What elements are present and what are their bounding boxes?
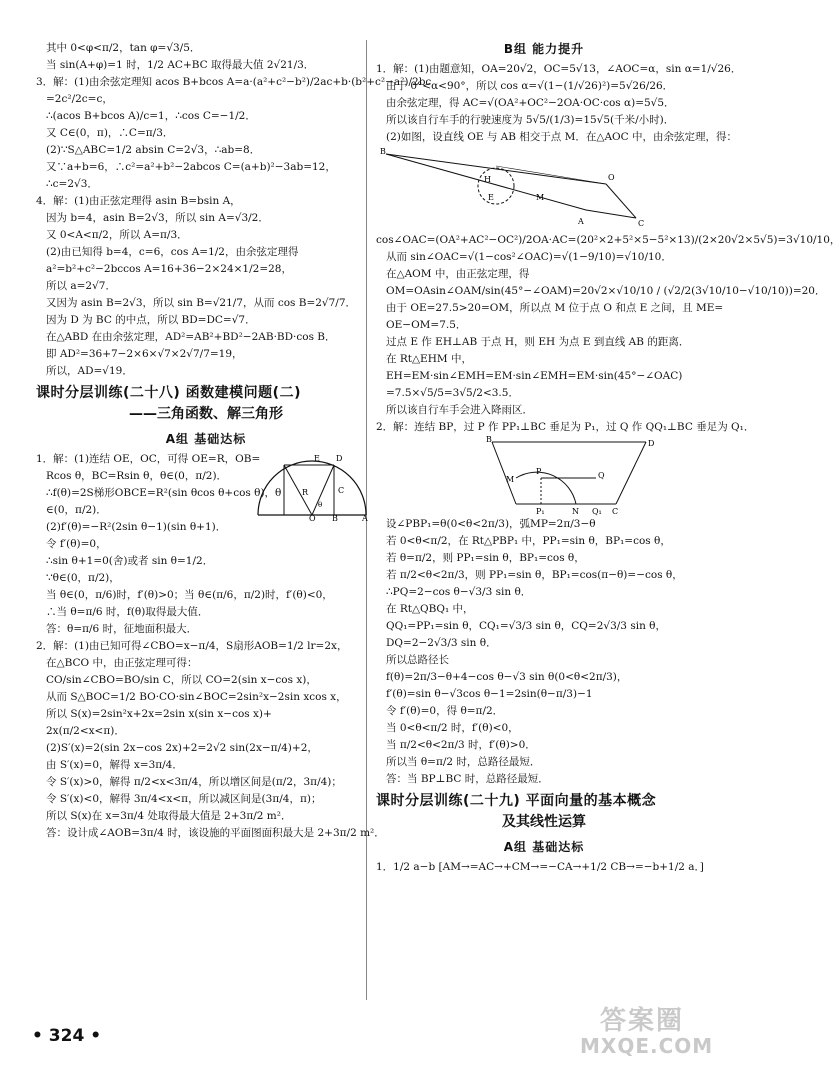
figure-label: C: [338, 486, 345, 495]
figure-label: E: [314, 454, 320, 463]
watermark: [560, 1000, 740, 1060]
text-line: 在 Rt△EHM 中，: [386, 353, 472, 366]
text-line: 设∠PBP₁=θ(0<θ<2π/3)，弧MP=2π/3−θ: [386, 518, 596, 531]
text-line: ∴sin θ+1=0(舍)或者 sin θ=1/2．: [46, 555, 214, 567]
text-line: 4．解：(1)由正弦定理得 asin B=bsin A，: [36, 195, 241, 207]
text-line: 所以总路径长: [386, 654, 449, 667]
park-path-figure: [376, 435, 712, 517]
text-line: ∴当 θ=π/6 时，f(θ)取得最大值．: [46, 606, 209, 618]
text-line: OE−OM=7.5．: [386, 319, 467, 332]
figure-label: D: [336, 454, 343, 463]
page-number: • 324 •: [32, 1026, 102, 1046]
text-line: 令 f′(θ)=0，得 θ=π/2．: [386, 705, 504, 718]
text-line: ∵θ∈(0，π/2)，: [46, 572, 120, 584]
text-line: ∴(acos B+bcos A)/c=1，∴cos C=−1/2．: [46, 110, 256, 122]
group-a-heading: A组 基础达标: [165, 431, 247, 446]
text-line: 2．解：连结 BP，过 P 作 PP₁⊥BC 垂足为 P₁，过 Q 作 QQ₁⊥BC 垂足为 Q₁．: [376, 421, 755, 434]
text-line: 当 0<θ<π/2 时，f′(θ)<0，: [386, 722, 519, 735]
text-line: 由于 OE=27.5>20=OM，所以点 M 位于点 O 和点 E 之间，且 ME=: [386, 302, 724, 315]
text-line: 若 0<θ<π/2，在 Rt△PBP₁ 中，PP₁=sin θ，BP₁=cos θ，: [386, 535, 671, 548]
text-line: 令 S′(x)>0，解得 π/2<x<3π/4，所以增区间是(π/2，3π/4)；: [46, 776, 342, 788]
text-line: ∴f(θ)=2S梯形OBCE=R²(sin θcos θ+cos θ)，θ: [46, 487, 282, 499]
figure-label: O: [608, 173, 615, 183]
text-line: 又 0<A<π/2，所以 A=π/3．: [46, 229, 188, 241]
text-line: 从而 sin∠OAC=√(1−cos²∠OAC)=√(1−9/10)=√10/10．: [386, 251, 672, 264]
text-line: (2)如图，设直线 OE 与 AB 相交于点 M．在△AOC 中，由余弦定理，得：: [386, 131, 738, 144]
figure-label: C: [612, 507, 619, 517]
text-line: 在△BCO 中，由正弦定理可得：: [46, 657, 198, 669]
figure-label: E: [488, 193, 494, 203]
text-line: 若 θ=π/2，则 PP₁=sin θ，BP₁=cos θ，: [386, 552, 585, 565]
text-line: a²=b²+c²−2bccos A=16+36−2×24×1/2=28，: [46, 263, 292, 275]
section-subtitle-28: ——三角函数、解三角形: [129, 405, 283, 422]
figure-label: A: [362, 514, 368, 523]
text-line: 3．解：(1)由余弦定理知 acos B+bcos A=a·(a²+c²−b²)/2ac+b·(b²+c²−a²)/2bc: [36, 76, 432, 88]
text-line: 令 S′(x)<0，解得 3π/4<x<π，所以减区间是(3π/4，π)；: [46, 793, 322, 805]
watermark-text: 答案圈: [600, 1006, 685, 1036]
figure-label: H: [484, 175, 491, 185]
figure-label: A: [578, 217, 584, 227]
figure-label: B: [380, 147, 386, 157]
text-line: 当 θ∈(0，π/6)时，f′(θ)>0；当 θ∈(π/6，π/2)时，f′(θ)<0，: [46, 589, 333, 601]
text-line: ∴PQ=2−cos θ−√3/3 sin θ．: [386, 586, 532, 599]
text-line: Rcos θ，BC=Rsin θ，θ∈(0，π/2)．: [46, 470, 228, 482]
figure-label: M: [536, 193, 545, 203]
text-line: 1．解：(1)连结 OE，OC，可得 OE=R，OB=: [36, 453, 261, 465]
figure-label: M: [506, 475, 515, 485]
text-line: 答：当 BP⊥BC 时，总路径最短．: [386, 773, 549, 786]
text-line: 由余弦定理，得 AC=√(OA²+OC²−2OA·OC·cos α)=5√5．: [386, 97, 675, 110]
text-line: 又∵a+b=6，∴c²=a²+b²−2abcos C=(a+b)²−3ab=12，: [46, 161, 336, 173]
figure-label: D: [648, 439, 655, 449]
text-line: 过点 E 作 EH⊥AB 于点 H，则 EH 为点 E 到直线 AB 的距离．: [386, 336, 690, 349]
text-line: ∈(0，π/2)．: [46, 504, 107, 516]
text-line: 由于 0°<α<90°，所以 cos α=√(1−(1/√26)²)=5√26/26．: [386, 80, 674, 93]
semicircle-figure: [254, 447, 372, 521]
text-line: 答：θ=π/6 时，征地面积最大．: [46, 623, 198, 635]
text-line: 即 AD²=36+7−2×6×√7×2√7/7=19，: [46, 348, 243, 360]
text-line: 所以该自行车手的行驶速度为 5√5/(1/3)=15√5(千米/小时)．: [386, 114, 675, 127]
text-line: ∴c=2√3．: [46, 178, 98, 190]
text-line: 当 sin(A+φ)=1 时，1/2 AC+BC 取得最大值 2√21/3．: [46, 59, 315, 71]
text-line: 在△ABD 在由余弦定理，AD²=AB²+BD²−2AB·BD·cos B．: [46, 331, 336, 343]
text-line: cos∠OAC=(OA²+AC²−OC²)/2OA·AC=(20²×2+5²×5−5²×13)/(2×20√2×5√5)=3√10/10，: [376, 234, 840, 247]
text-line: 若 π/2<θ<2π/3，则 PP₁=sin θ，BP₁=cos(π−θ)=−cos θ，: [386, 569, 683, 582]
text-line: f′(θ)=sin θ−√3cos θ−1=2sin(θ−π/3)−1: [386, 688, 593, 701]
text-line: 当 π/2<θ<2π/3 时，f′(θ)>0．: [386, 739, 536, 752]
rain-area-figure: [376, 148, 712, 230]
text-line: 又因为 asin B=2√3，所以 sin B=√21/7，从而 cos B=2√7/7．: [46, 297, 357, 309]
text-line: 其中 0<φ<π/2，tan φ=√3/5．: [46, 42, 201, 54]
figure-label: P₁: [536, 507, 545, 517]
text-line: =2c²/2c=c，: [46, 93, 113, 105]
text-line: 因为 D 为 BC 的中点，所以 BD=DC=√7．: [46, 314, 256, 326]
text-line: 因为 b=4，asin B=2√3，所以 sin A=√3/2．: [46, 212, 269, 224]
text-line: EH=EM·sin∠EMH=EM·sin∠EMH=EM·sin(45°−∠OAC): [386, 370, 683, 383]
section-subtitle-29: 及其线性运算: [502, 814, 586, 831]
group-b-heading: B组 能力提升: [503, 42, 585, 56]
section-title-29: 课时分层训练(二十九) 平面向量的基本概念: [376, 793, 657, 810]
text-line: 在 Rt△QBQ₁ 中，: [386, 603, 474, 616]
figure-label: N: [572, 507, 579, 517]
text-line: (2)由已知得 b=4，c=6，cos A=1/2，由余弦定理得: [46, 246, 299, 258]
figure-label: O: [309, 514, 316, 523]
text-line: OM=OAsin∠OAM/sin(45°−∠OAM)=20√2×√10/10 / (√2/2(3√10/10−√10/10))=20．: [386, 285, 826, 298]
text-line: 在△AOM 中，由正弦定理，得: [386, 268, 530, 281]
text-line: QQ₁=PP₁=sin θ，CQ₁=√3/3 sin θ，CQ=2√3/3 sin θ，: [386, 620, 666, 633]
text-line: 又 C∈(0，π)，∴C=π/3．: [46, 127, 174, 139]
text-line: f(θ)=2π/3−θ+4−cos θ−√3 sin θ(0<θ<2π/3)，: [386, 671, 628, 684]
text-line: =7.5×√5/5=3√5/2<3.5．: [386, 387, 519, 400]
text-line: 所以 a=2√7．: [46, 280, 116, 292]
figure-label: θ: [318, 501, 323, 509]
text-line: (2)S′(x)=2(sin 2x−cos 2x)+2=2√2 sin(2x−π/4)+2，: [46, 742, 318, 754]
text-line: 所以当 θ=π/2 时，总路径最短．: [386, 756, 541, 769]
section-title-28: 课时分层训练(二十八) 函数建模问题(二): [36, 385, 301, 401]
text-line: 答：设计成∠AOB=3π/4 时，该设施的平面图面积最大是 2+3π/2 m²．: [46, 827, 385, 839]
text-line: 令 f′(θ)=0，: [46, 538, 107, 550]
figure-label: B: [332, 514, 338, 523]
text-line: 2．解：(1)由已知可得∠CBO=x−π/4，S扇形AOB=1/2 lr=2x，: [36, 640, 348, 652]
figure-label: Q₁: [592, 507, 602, 517]
watermark-url: MXQE.COM: [580, 1034, 714, 1058]
text-line: CO/sin∠CBO=BO/sin C，所以 CO=2(sin x−cos x)，: [46, 674, 317, 686]
group-a-heading: A组 基础达标: [503, 840, 585, 854]
figure-label: R: [302, 488, 309, 497]
figure-label: C: [638, 219, 645, 229]
text-line: 由 S′(x)=0，解得 x=3π/4．: [46, 759, 183, 771]
text-line: 2x(π/2<x<π)．: [46, 725, 125, 737]
text-line: (2)f′(θ)=−R²(2sin θ−1)(sin θ+1)．: [46, 521, 227, 533]
text-line: 所以该自行车手会进入降雨区．: [386, 404, 533, 417]
text-line: DQ=2−2√3/3 sin θ．: [386, 637, 497, 650]
text-line: 从而 S△BOC=1/2 BO·CO·sin∠BOC=2sin²x−2sin xcos x，: [46, 691, 347, 703]
text-line: (2)∵S△ABC=1/2 absin C=2√3，∴ab=8．: [46, 144, 261, 156]
right-column: [376, 40, 840, 876]
figure-label: B: [486, 435, 492, 445]
figure-label: P: [536, 467, 542, 477]
text-line: 所以 S(x)在 x=3π/4 处取得最大值是 2+3π/2 m²．: [46, 810, 292, 822]
text-line: 所以 S(x)=2sin²x+2x=2sin x(sin x−cos x)+: [46, 708, 272, 720]
figure-label: Q: [598, 471, 605, 481]
text-line: 1．1/2 a−b [AM→=AC→+CM→=−CA→+1/2 CB→=−b+1/2 a．]: [376, 861, 704, 874]
text-line: 1．解：(1)由题意知，OA=20√2，OC=5√13，∠AOC=α，sin α=1/√26．: [376, 63, 742, 76]
text-line: 所以，AD=√19．: [46, 365, 133, 377]
